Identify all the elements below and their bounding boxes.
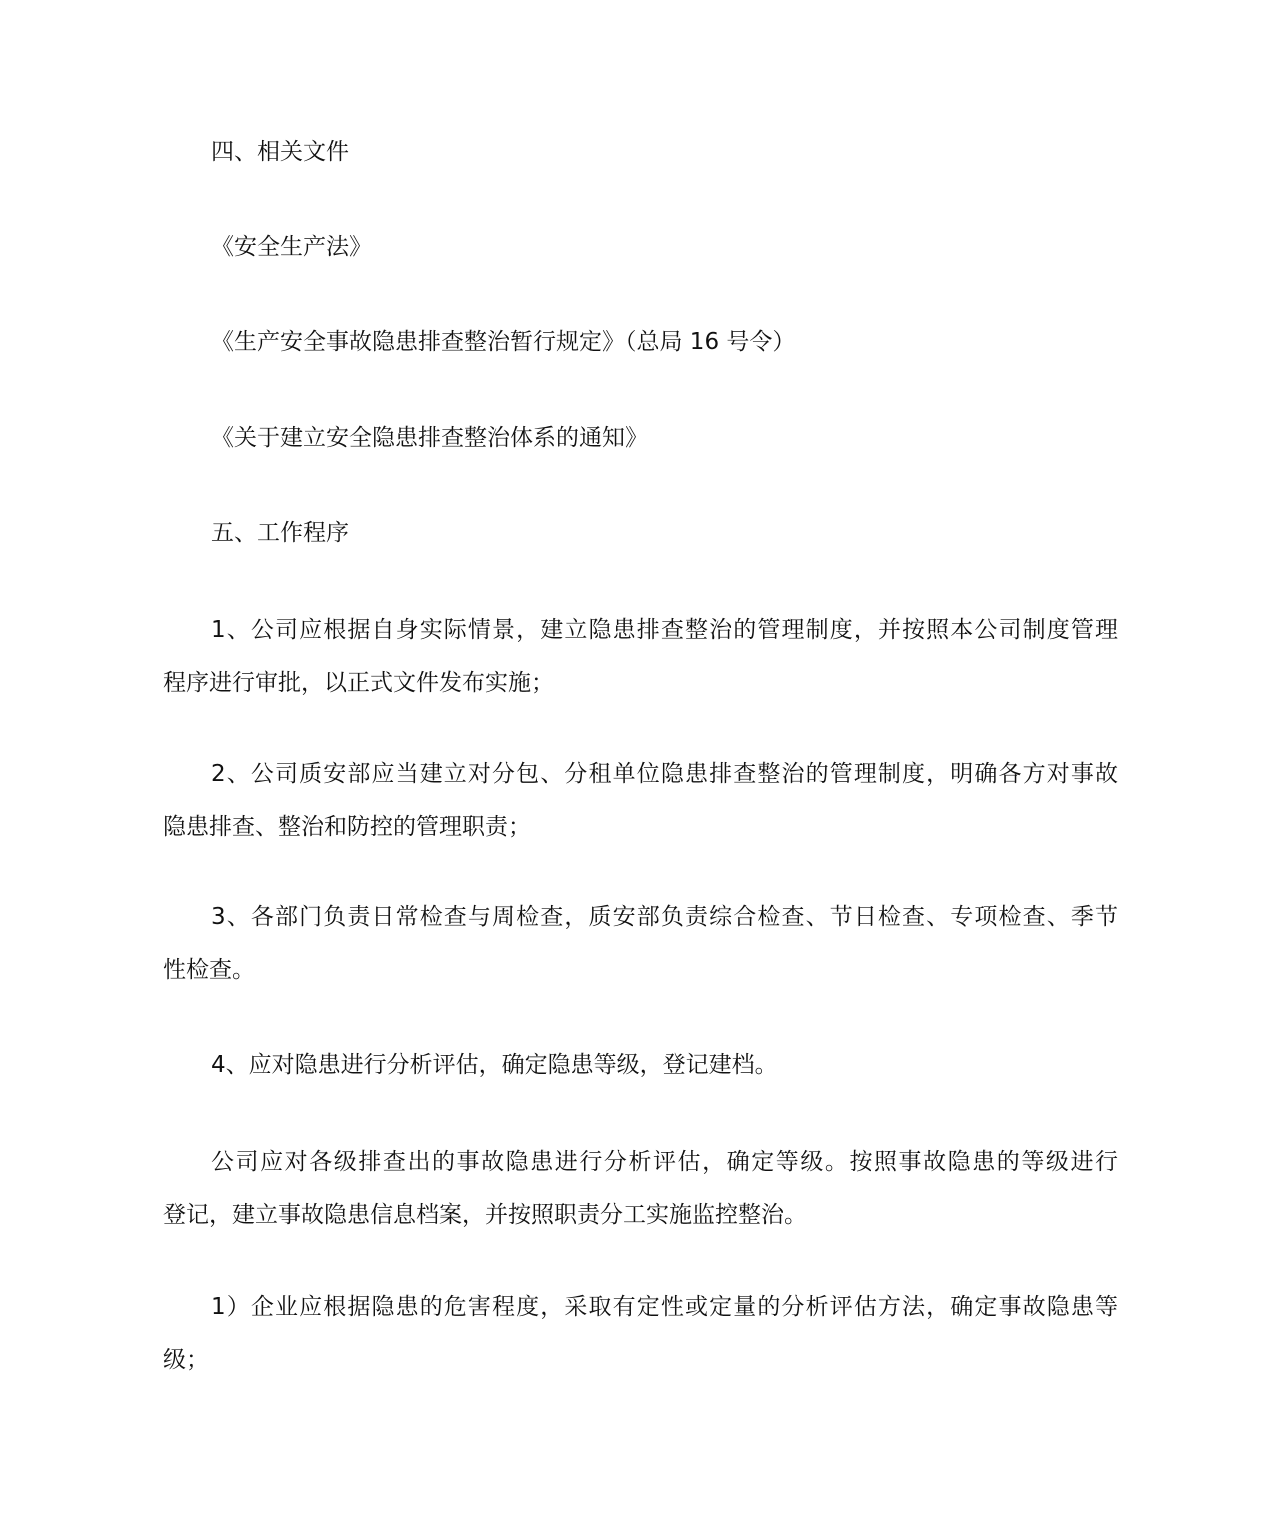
reference-document-2: 《生产安全事故隐患排查整治暂行规定》（总局 16 号令） [211, 329, 796, 355]
paragraph-line: 登记，建立事故隐患信息档案，并按照职责分工实施监控整治。 [163, 1202, 807, 1228]
section-heading-related-documents: 四、相关文件 [211, 139, 349, 165]
paragraph-line: 级； [163, 1347, 209, 1373]
reference-document-1: 《安全生产法》 [211, 234, 372, 260]
paragraph-line: 公司应对各级排查出的事故隐患进行分析评估，确定等级。按照事故隐患的等级进行 [211, 1149, 1118, 1175]
paragraph-procedure-4: 4、应对隐患进行分析评估，确定隐患等级，登记建档。 [211, 1052, 778, 1078]
paragraph-line: 程序进行审批，以正式文件发布实施； [163, 670, 554, 696]
paragraph-subitem-1 [163, 1281, 1118, 1387]
paragraph-procedure-3 [163, 891, 1118, 997]
section-heading-work-procedure: 五、工作程序 [211, 520, 349, 546]
reference-document-3: 《关于建立安全隐患排查整治体系的通知》 [211, 425, 648, 451]
paragraph-procedure-1 [163, 604, 1118, 710]
paragraph-line: 1、公司应根据自身实际情景，建立隐患排查整治的管理制度，并按照本公司制度管理 [211, 617, 1118, 643]
paragraph-procedure-2 [163, 748, 1118, 854]
paragraph-line: 1）企业应根据隐患的危害程度，采取有定性或定量的分析评估方法，确定事故隐患等 [211, 1294, 1118, 1320]
paragraph-line: 3、各部门负责日常检查与周检查，质安部负责综合检查、节日检查、专项检查、季节 [211, 904, 1118, 930]
paragraph-line: 2、公司质安部应当建立对分包、分租单位隐患排查整治的管理制度，明确各方对事故 [211, 761, 1118, 787]
paragraph-assessment [163, 1136, 1118, 1242]
paragraph-line: 隐患排查、整治和防控的管理职责； [163, 814, 531, 840]
paragraph-line: 性检查。 [163, 957, 255, 983]
